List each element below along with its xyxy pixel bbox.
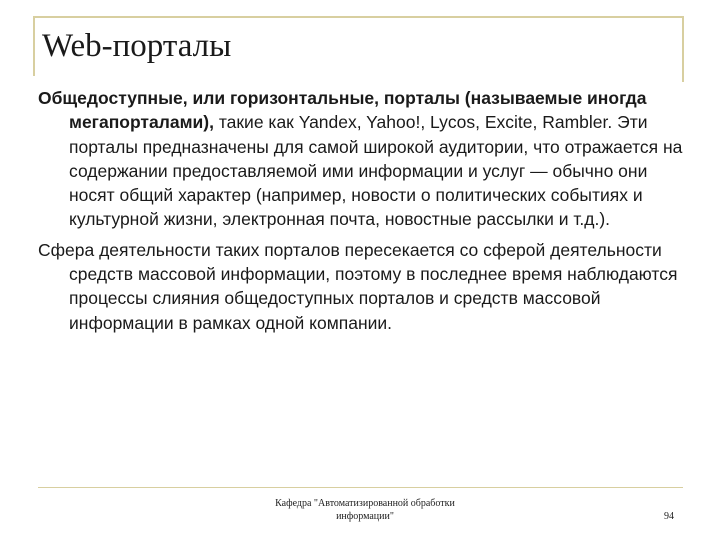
paragraph-text: такие как Yandex, Yahoo!, Lycos, Excite, Rambler. Эти порталы предназначены для самой широкой аудитории, что отражается на содержании предоставляемой ими информации и услуг — обычно они носят общий характер (например, новости о политических событиях и культурной жизни, электронная почта, новостные рассылки и т.д.). bbox=[69, 112, 683, 230]
title-frame-right-border bbox=[682, 16, 684, 82]
paragraph-media-convergence: Сфера деятельности таких порталов пересекается со сферой деятельности средств массовой информации, поэтому в последнее время наблюдаются процессы слияния общедоступных порталов и средств массовой информации в рамках одной компании. bbox=[38, 239, 678, 333]
title-frame-top-border bbox=[33, 16, 684, 18]
footer-line-1: Кафедра "Автоматизированной обработки bbox=[275, 498, 455, 509]
footer-department bbox=[250, 497, 480, 523]
title-frame-left-border bbox=[33, 16, 35, 76]
page-number: 94 bbox=[664, 511, 674, 522]
slide-title: Web-порталы bbox=[42, 28, 232, 64]
slide-body bbox=[38, 86, 688, 335]
paragraph-bold-lead: Общедоступные, или горизонтальные, порталы (называемые иногда мегапорталами), bbox=[38, 88, 647, 133]
paragraph-portals-definition bbox=[38, 86, 688, 232]
footer-line-2: информации" bbox=[336, 511, 394, 522]
footer-divider bbox=[38, 487, 683, 488]
